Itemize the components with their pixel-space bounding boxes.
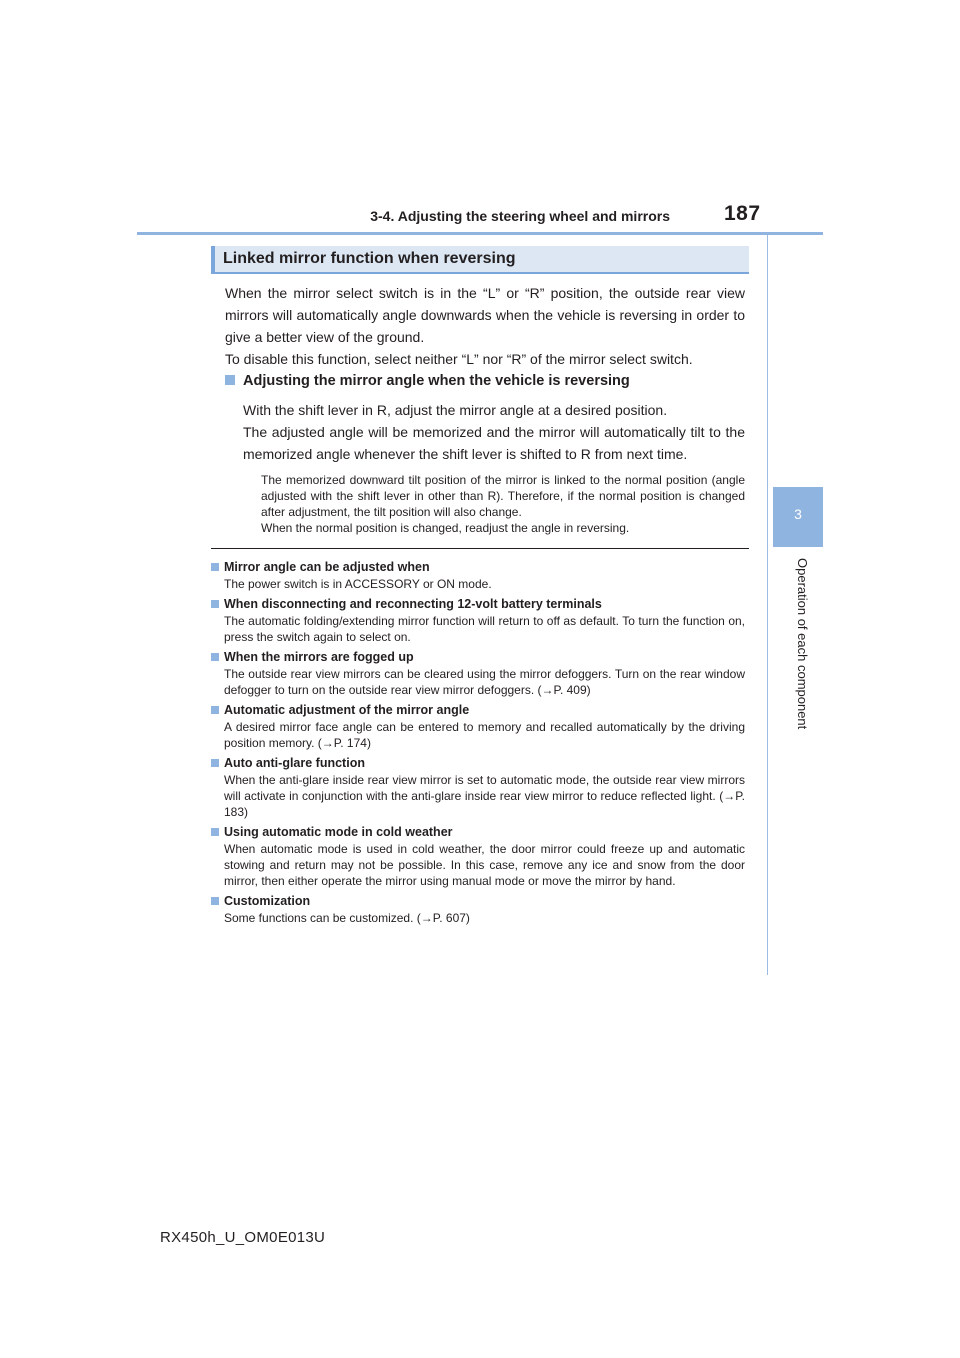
item-heading: When disconnecting and reconnecting 12-volt battery terminals (224, 597, 602, 611)
item-body: The automatic folding/extending mirror function will return to off as default. To turn the function on, press the switch again to select on. (224, 614, 745, 644)
body-paragraph: The adjusted angle will be memorized and the mirror will automatically tilt to the memorized angle whenever the shift lever is shifted to R from next time. (243, 424, 745, 462)
item-body: When the anti-glare inside rear view mirror is set to automatic mode, the outside rear view mirrors will activate in conjunction with the anti-glare inside rear view mirror to reduce reflected light. (→P. 183) (224, 773, 745, 819)
body-paragraph: To disable this function, select neither “L” nor “R” of the mirror select switch. (225, 351, 693, 367)
note-line: When the normal position is changed, readjust the angle in reversing. (261, 521, 630, 535)
section-title: Linked mirror function when reversing (223, 250, 516, 267)
chapter-label: Operation of each component (795, 558, 810, 730)
list-item (211, 648, 745, 698)
page-number: 187 (724, 202, 761, 225)
section-body (225, 282, 745, 370)
square-bullet-icon (211, 653, 219, 661)
subsection-heading-text: Adjusting the mirror angle when the vehicle is reversing (243, 373, 630, 389)
item-heading: When the mirrors are fogged up (224, 650, 414, 664)
body-paragraph: With the shift lever in R, adjust the mirror angle at a desired position. (243, 402, 668, 418)
square-bullet-icon (211, 897, 219, 905)
subsection-heading (225, 373, 630, 389)
item-body: The power switch is in ACCESSORY or ON mode. (224, 577, 492, 591)
list-item (211, 823, 745, 889)
notes-list (211, 558, 745, 929)
list-item (211, 754, 745, 820)
square-bullet-icon (225, 375, 235, 385)
item-heading: Automatic adjustment of the mirror angle (224, 703, 470, 717)
square-bullet-icon (211, 828, 219, 836)
list-item (211, 595, 745, 645)
body-paragraph: When the mirror select switch is in the “L” or “R” position, the outside rear view mirrors will automatically angle downwards when the vehicle is reversing in order to give a better view of the ground. (225, 285, 745, 345)
side-divider (767, 235, 768, 975)
model-code: RX450h_U_OM0E013U (160, 1229, 326, 1246)
square-bullet-icon (211, 563, 219, 571)
list-item (211, 892, 745, 926)
note-line: The memorized downward tilt position of the mirror is linked to the normal position (angle adjusted with the shift lever in other than R). Therefore, if the normal position is changed after adjustment, the tilt position will also change. (261, 473, 745, 519)
subsection-body (243, 399, 745, 465)
item-heading: Customization (224, 894, 311, 908)
list-item (211, 558, 745, 592)
item-body: The outside rear view mirrors can be cleared using the mirror defoggers. Turn on the rear window defogger to turn on the outside rear view mirror defoggers. (→P. 409) (224, 667, 745, 697)
subsection-note (261, 472, 745, 536)
item-body: Some functions can be customized. (→P. 607) (224, 911, 470, 925)
item-body: A desired mirror face angle can be entered to memory and recalled automatically by the driving position memory. (→P. 174) (224, 720, 745, 750)
chapter-number: 3 (794, 506, 802, 522)
item-heading: Mirror angle can be adjusted when (224, 560, 430, 574)
square-bullet-icon (211, 759, 219, 767)
square-bullet-icon (211, 600, 219, 608)
square-bullet-icon (211, 706, 219, 714)
list-item (211, 701, 745, 751)
running-header-section: 3-4. Adjusting the steering wheel and mirrors (370, 208, 670, 224)
item-heading: Using automatic mode in cold weather (224, 825, 453, 839)
item-body: When automatic mode is used in cold weather, the door mirror could freeze up and automatic stowing and return may not be possible. In this case, remove any ice and snow from the door mirror, then either operate the mirror using manual mode or move the mirror by hand. (224, 842, 745, 888)
item-heading: Auto anti-glare function (224, 756, 365, 770)
separator-rule (211, 548, 749, 549)
header-rule (137, 232, 823, 235)
